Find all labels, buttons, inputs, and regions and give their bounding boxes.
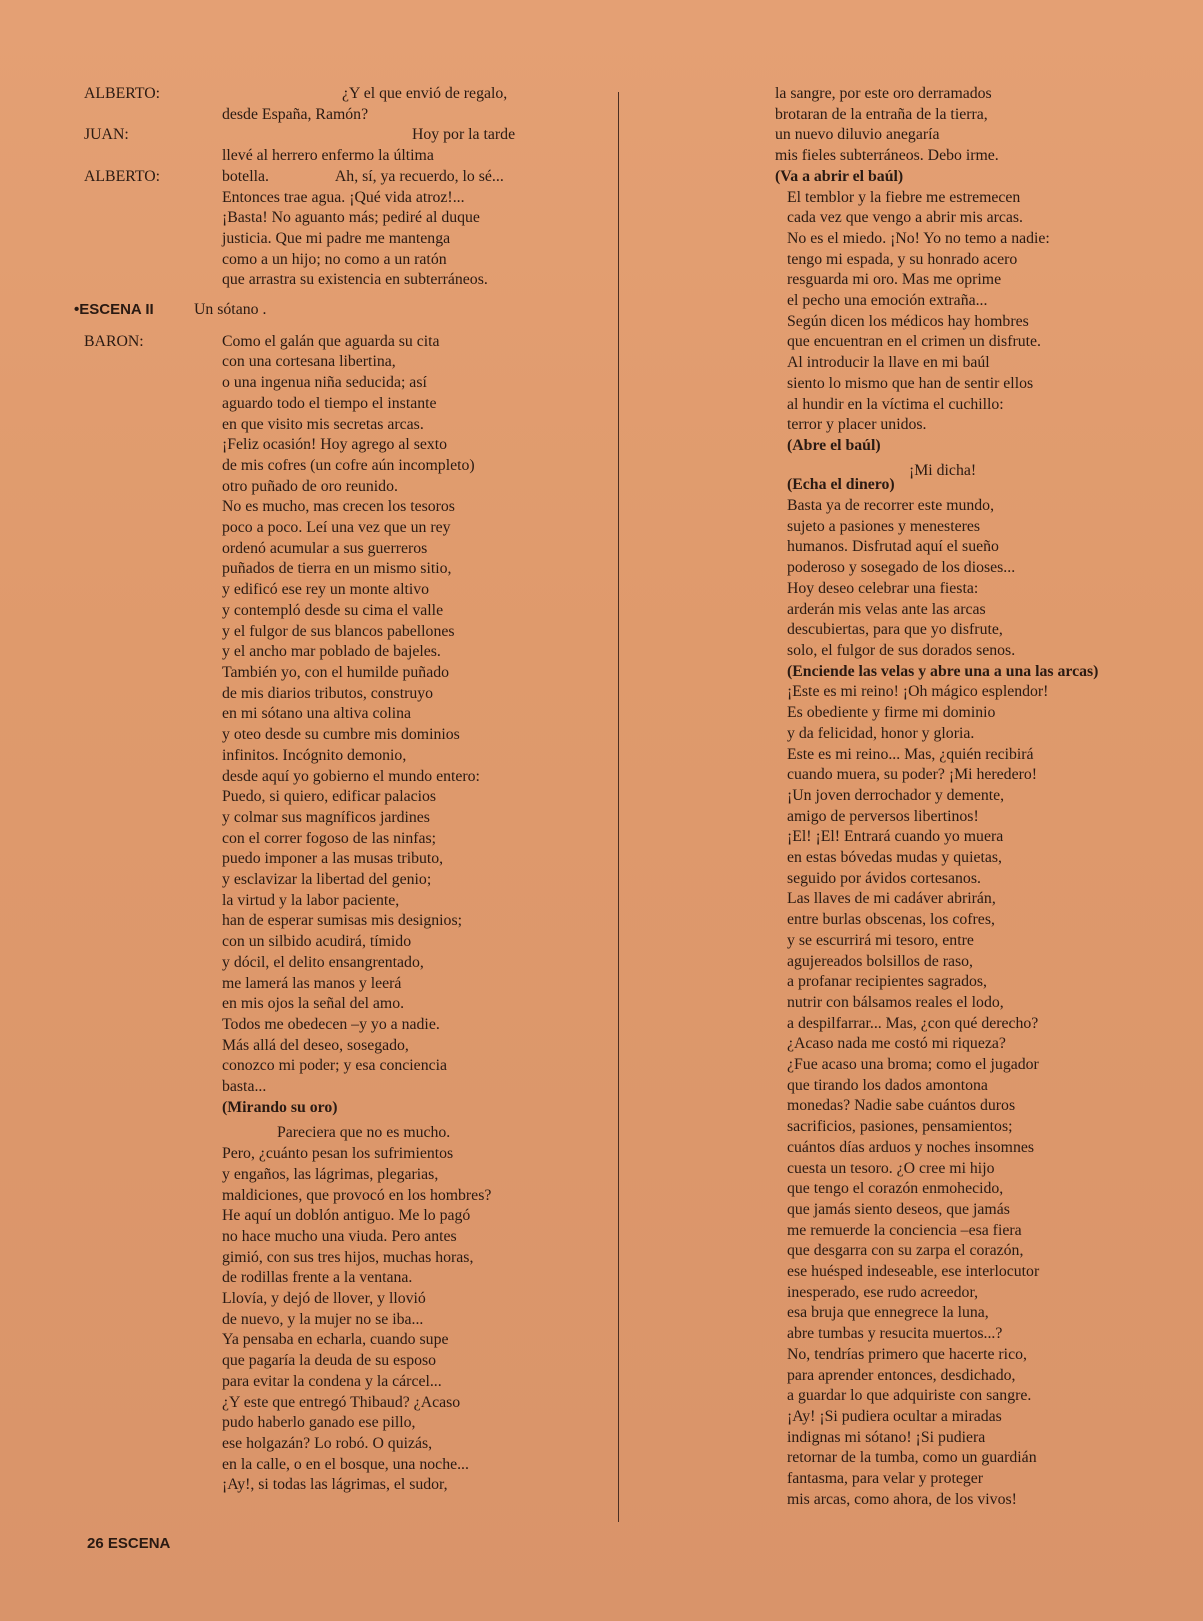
speech-line: Entonces trae agua. ¡Qué vida atroz!... — [222, 188, 465, 206]
speech-line: Este es mi reino... Mas, ¿quién recibirá — [787, 745, 1034, 763]
speech-line: El temblor y la fiebre me estremecen — [787, 188, 1021, 206]
speech-line: desde España, Ramón? — [222, 105, 369, 123]
speaker-name: ALBERTO: — [84, 167, 160, 185]
speech-line: Ya pensaba en echarla, cuando supe — [222, 1331, 449, 1349]
speech-line: que tengo el corazón enmohecido, — [787, 1180, 1004, 1198]
dialogue-juan — [84, 125, 614, 166]
speech-line: de nuevo, y la mujer no se iba... — [222, 1310, 424, 1328]
speech-line: y el ancho mar poblado de bajeles. — [222, 643, 441, 661]
speech-line: o una ingenua niña seducida; así — [222, 374, 427, 392]
right-column — [775, 84, 1182, 1511]
speech-line: para evitar la condena y la cárcel... — [222, 1372, 442, 1390]
speech-line: terror y placer unidos. — [787, 416, 927, 434]
speech-line: y colmar sus magníficos jardines — [222, 808, 430, 826]
speech-line: puñados de tierra en un mismo sitio, — [222, 560, 452, 578]
speech-line: que jamás siento deseos, que jamás — [787, 1200, 1010, 1218]
speech-line: solo, el fulgor de sus dorados senos. — [787, 641, 1016, 659]
speech-line: a guardar lo que adquiriste con sangre. — [787, 1387, 1032, 1405]
speech-line: No es el miedo. ¡No! Yo no temo a nadie: — [787, 229, 1050, 247]
speaker-name: ALBERTO: — [84, 85, 160, 102]
stage-direction: (Echa el dinero) — [787, 476, 895, 494]
speech-line: ¡Basta! No aguanto más; pediré al duque — [222, 209, 480, 227]
speech-block — [787, 496, 1182, 662]
speech-line: y edificó ese rey un monte altivo — [222, 581, 430, 599]
speech-line: justicia. Que mi padre me mantenga — [222, 229, 451, 247]
speech-line: abre tumbas y resucita muertos...? — [787, 1325, 1003, 1343]
speech-line: resguarda mi oro. Mas me oprime — [787, 271, 1002, 289]
speech-line: un nuevo diluvio anegaría — [775, 126, 940, 144]
speech-line: mis arcas, como ahora, de los vivos! — [787, 1490, 1017, 1508]
speech-line: humanos. Disfrutad aquí el sueño — [787, 538, 999, 556]
speech-line: pudo haberlo ganado ese pillo, — [222, 1414, 416, 1432]
stage-direction: (Abre el baúl) — [787, 436, 881, 454]
speech-line: ¿Y el que envió de regalo, — [342, 85, 508, 102]
speech-line: Según dicen los médicos hay hombres — [787, 312, 1029, 330]
speech-line: descubiertas, para que yo disfrute, — [787, 621, 1003, 639]
speech-block — [222, 1144, 614, 1496]
speech-line: en que visito mis secretas arcas. — [222, 415, 424, 433]
speech — [222, 125, 614, 166]
speech-line: arderán mis velas ante las arcas — [787, 600, 986, 618]
speech-line: esa bruja que ennegrece la luna, — [787, 1304, 989, 1322]
speech-line: y dócil, el delito ensangrentado, — [222, 953, 424, 971]
speech-line: ¡Este es mi reino! ¡Oh mágico esplendor! — [787, 683, 1049, 701]
speech-line: ¡El! ¡El! Entrará cuando yo muera — [787, 828, 1004, 846]
speech-line: gimió, con sus tres hijos, muchas horas, — [222, 1248, 474, 1266]
speech — [222, 332, 614, 1496]
speech-line: en mis ojos la señal del amo. — [222, 995, 405, 1013]
scene-place: Un sótano . — [194, 301, 267, 319]
speech-block — [787, 682, 1182, 1510]
speech-line: de mis diarios tributos, construyo — [222, 684, 434, 702]
speech-line: agujereados bolsillos de raso, — [787, 952, 974, 970]
speech-line: y oteo desde su cumbre mis dominios — [222, 726, 460, 744]
speech-line: He aquí un doblón antiguo. Me lo pagó — [222, 1207, 471, 1225]
speech-line: han de esperar sumisas mis designios; — [222, 912, 462, 930]
speech-line: fantasma, para velar y proteger — [787, 1470, 984, 1488]
speech-line: no hace mucho una viuda. Pero antes — [222, 1227, 457, 1245]
speech-line: sacrificios, pasiones, pensamientos; — [787, 1118, 1013, 1136]
speech-line: retornar de la tumba, como un guardián — [787, 1449, 1037, 1467]
speech-line: Todos me obedecen –y yo a nadie. — [222, 1015, 440, 1033]
speech-line: al hundir en la víctima el cuchillo: — [787, 395, 1004, 413]
speech-line: poderoso y sosegado de los dioses... — [787, 559, 1016, 577]
speech-line: en mi sótano una altiva colina — [222, 705, 412, 723]
speech-line: ese huésped indeseable, ese interlocutor — [787, 1263, 1040, 1281]
dialogue-alberto-2 — [84, 167, 614, 291]
speech-line: ¡Ay! ¡Si pudiera ocultar a miradas — [787, 1408, 1002, 1425]
speech-line: ordenó acumular a sus guerreros — [222, 539, 428, 557]
speech-line: y contempló desde su cima el valle — [222, 601, 444, 619]
speech-line: Más allá del deseo, sosegado, — [222, 1036, 409, 1054]
speech-line: que arrastra su existencia en subterráneos. — [222, 271, 488, 289]
stage-direction: (Enciende las velas y abre una a una las arcas) — [787, 662, 1099, 680]
speech-line: Las llaves de mi cadáver abrirán, — [787, 890, 996, 908]
speech-line: con un silbido acudirá, tímido — [222, 933, 412, 951]
column-divider — [618, 92, 619, 1522]
speech-line: y se escurrirá mi tesoro, entre — [787, 931, 974, 949]
speech-line: poco a poco. Leí una vez que un rey — [222, 519, 451, 537]
page-folio: 26 ESCENA — [87, 1535, 171, 1552]
speech-line: indignas mi sótano! ¡Si pudiera — [787, 1428, 986, 1446]
dialogue-alberto-1 — [84, 84, 614, 125]
speech-line: cuando muera, su poder? ¡Mi heredero! — [787, 766, 1038, 784]
speech-line: la virtud y la labor paciente, — [222, 891, 400, 909]
speech-line: como a un hijo; no como a un ratón — [222, 250, 447, 268]
speech-line: tengo mi espada, y su honrado acero — [787, 250, 1018, 268]
speech-line: aguardo todo el tiempo el instante — [222, 394, 437, 412]
speech-line: entre burlas obscenas, los cofres, — [787, 911, 995, 929]
speech-line: Puedo, si quiero, edificar palacios — [222, 788, 437, 806]
speech-line: No, tendrías primero que hacerte rico, — [787, 1345, 1027, 1363]
speech-line: nutrir con bálsamos reales el lodo, — [787, 993, 1004, 1011]
speech-line: monedas? Nadie sabe cuántos duros — [787, 1097, 1016, 1115]
speech-line: puedo imponer a las musas tributo, — [222, 850, 444, 868]
speech-line: ese holgazán? Lo robó. O quizás, — [222, 1435, 433, 1452]
speech-line — [222, 167, 614, 188]
speech-line: siento lo mismo que han de sentir ellos — [787, 374, 1034, 392]
speech-line: la sangre, por este oro derramados — [775, 85, 992, 102]
speech-line: Llovía, y dejó de llover, y llovió — [222, 1290, 426, 1308]
speech-line: Pero, ¿cuánto pesan los sufrimientos — [222, 1145, 454, 1163]
speech-line: basta... — [222, 1078, 267, 1096]
speech-line: con una cortesana libertina, — [222, 353, 396, 371]
speech-line: Como el galán que aguarda su cita — [222, 332, 440, 350]
speech-block — [775, 84, 1182, 167]
speech-line: inesperado, ese rudo acreedor, — [787, 1283, 979, 1301]
speech-line: Hoy por la tarde — [412, 126, 516, 144]
speech-line: con el correr fogoso de las ninfas; — [222, 829, 437, 847]
speech-line: ¿Fue acaso una broma; como el jugador — [787, 1056, 1039, 1074]
dialogue-baron — [84, 332, 614, 1496]
speech-line: Es obediente y firme mi dominio — [787, 704, 996, 722]
speech-line: cuántos días arduos y noches insomnes — [787, 1138, 1035, 1156]
speech-line: y el fulgor de sus blancos pabellones — [222, 622, 455, 640]
speech-block — [787, 188, 1182, 436]
speech-line: También yo, con el humilde puñado — [222, 663, 450, 681]
speech-line: ¡Ay!, si todas las lágrimas, el sudor, — [222, 1476, 448, 1494]
speech-line: a profanar recipientes sagrados, — [787, 973, 987, 991]
stage-direction: (Va a abrir el baúl) — [775, 167, 904, 185]
speech-line: maldiciones, que provocó en los hombres? — [222, 1186, 492, 1204]
speech-line: otro puñado de oro reunido. — [222, 477, 398, 495]
speech-line: que desgarra con su zarpa el corazón, — [787, 1242, 1024, 1260]
speech-line: ¡Feliz ocasión! Hoy agrego al sexto — [222, 436, 448, 454]
speech-line: en estas bóvedas mudas y quietas, — [787, 849, 1002, 867]
speech-line: me lamerá las manos y leerá — [222, 974, 402, 992]
speech-line: Hoy deseo celebrar una fiesta: — [787, 579, 979, 597]
speech-line: a despilfarrar... Mas, ¿con qué derecho? — [787, 1014, 1039, 1032]
left-column — [74, 84, 614, 1496]
speech-line: Pareciera que no es mucho. — [277, 1124, 451, 1142]
speech-line-part: Ah, sí, ya recuerdo, lo sé... — [334, 167, 504, 185]
speech-line: el pecho una emoción extraña... — [787, 292, 988, 310]
speech-line: que tirando los dados amontona — [787, 1076, 988, 1094]
speech-line-part: botella. — [222, 167, 269, 185]
stage-direction: (Mirando su oro) — [222, 1098, 338, 1116]
speech-line: llevé al herrero enfermo la última — [222, 147, 434, 165]
speech-line: conozco mi poder; y esa conciencia — [222, 1057, 448, 1075]
speech-line: que pagaría la deuda de su esposo — [222, 1352, 437, 1370]
speaker-name: JUAN: — [84, 126, 129, 144]
speech-line: cuesta un tesoro. ¿O cree mi hijo — [787, 1159, 995, 1177]
speech-line: Al introducir la llave en mi baúl — [787, 354, 990, 372]
speech — [222, 84, 614, 125]
scene-label: •ESCENA II — [74, 301, 154, 319]
speech-line: ¿Acaso nada me costó mi riqueza? — [787, 1035, 1006, 1053]
speech-line: seguido por ávidos cortesanos. — [787, 869, 981, 887]
speech-line: No es mucho, mas crecen los tesoros — [222, 498, 455, 516]
scene-heading — [74, 300, 614, 321]
speech-block — [222, 332, 614, 1098]
speech-line: y engaños, las lágrimas, plegarias, — [222, 1165, 439, 1183]
speech-line: de mis cofres (un cofre aún incompleto) — [222, 456, 475, 474]
speech-line: ¡Un joven derrochador y demente, — [787, 786, 1005, 804]
speaker-name: BARON: — [84, 332, 144, 350]
speech-line: mis fieles subterráneos. Debo irme. — [775, 147, 999, 165]
speech-line: Basta ya de recorrer este mundo, — [787, 497, 995, 515]
speech-line: me remuerde la conciencia –esa fiera — [787, 1221, 1022, 1239]
speech-line: y da felicidad, honor y gloria. — [787, 724, 975, 742]
speech-line: de rodillas frente a la ventana. — [222, 1269, 413, 1287]
speech-line: brotaran de la entraña de la tierra, — [775, 105, 988, 123]
speech-line: sujeto a pasiones y menesteres — [787, 517, 981, 535]
speech-line: ¿Y este que entregó Thibaud? ¿Acaso — [222, 1393, 461, 1411]
speech-line: para aprender entonces, desdichado, — [787, 1366, 1016, 1384]
speech-line: cada vez que vengo a abrir mis arcas. — [787, 209, 1023, 227]
speech-line: que encuentran en el crimen un disfrute. — [787, 333, 1041, 351]
speech-line: y esclavizar la libertad del genio; — [222, 871, 432, 889]
speech-line: en la calle, o en el bosque, una noche... — [222, 1455, 469, 1473]
speech-line: ¡Mi dicha! — [909, 461, 977, 479]
speech-line: desde aquí yo gobierno el mundo entero: — [222, 767, 480, 785]
speech — [222, 167, 614, 291]
speech-line: amigo de perversos libertinos! — [787, 807, 979, 825]
speech-line: infinitos. Incógnito demonio, — [222, 746, 407, 764]
